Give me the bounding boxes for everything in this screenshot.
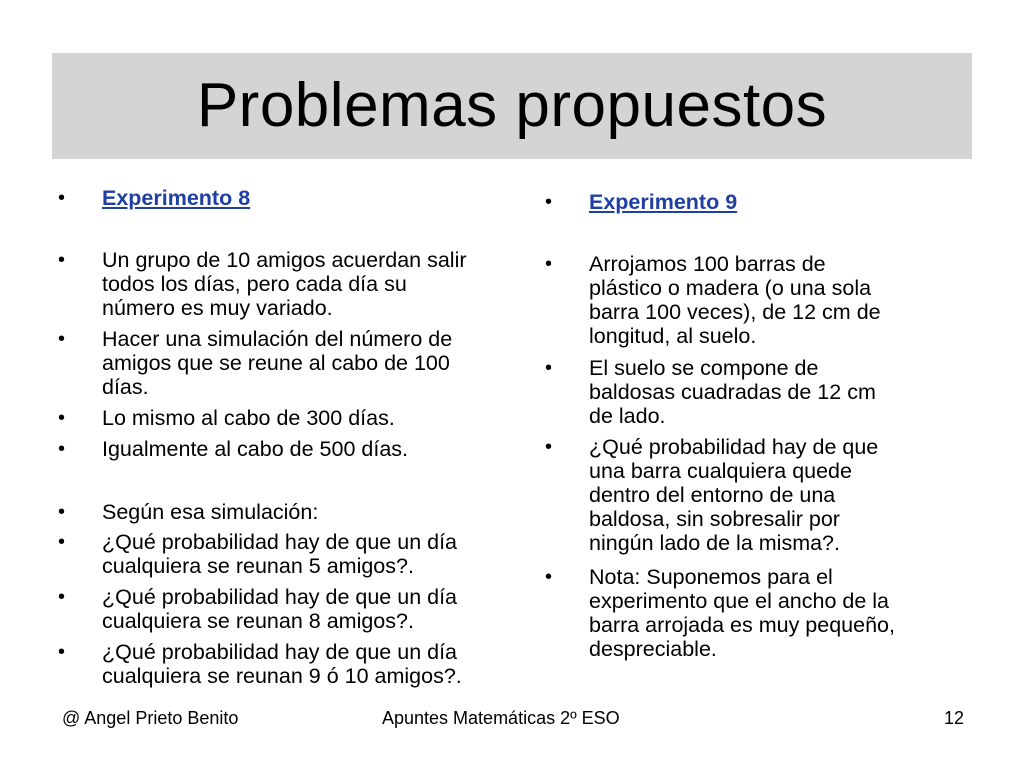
bullet-text: El suelo se compone de baldosas cuadradas de 12 cm de lado.: [589, 356, 876, 428]
footer-author: @ Angel Prieto Benito: [62, 708, 239, 728]
list-item-experiment-9-heading: [545, 190, 737, 214]
slide-title: Problemas propuestos: [196, 71, 828, 140]
bullet-icon: •: [58, 407, 66, 429]
bullet-text: ¿Qué probabilidad hay de que un día cualquiera se reunan 5 amigos?.: [102, 530, 458, 578]
bullet-icon: •: [545, 191, 553, 213]
footer-course: Apuntes Matemáticas 2º ESO: [382, 708, 620, 728]
list-item: [58, 327, 452, 399]
footer-page-number: 12: [944, 708, 965, 728]
list-item: [58, 585, 457, 633]
bullet-icon: •: [58, 187, 66, 209]
list-item: [58, 406, 395, 430]
title-bar: [52, 53, 972, 159]
bullet-text: ¿Qué probabilidad hay de que un día cualquiera se reunan 8 amigos?.: [102, 585, 458, 633]
bullet-text: ¿Qué probabilidad hay de que un día cualquiera se reunan 9 ó 10 amigos?.: [102, 640, 462, 688]
list-item: [58, 640, 462, 688]
bullet-icon: •: [58, 328, 66, 350]
bullet-icon: •: [545, 436, 553, 458]
bullet-icon: •: [58, 249, 66, 271]
bullet-text: Arrojamos 100 barras de plástico o madera (o una sola barra 100 veces), de 12 cm de longitud, al suelo.: [589, 252, 881, 348]
list-item: [545, 565, 895, 661]
bullet-text: Igualmente al cabo de 500 días.: [102, 437, 408, 461]
experiment-8-heading[interactable]: Experimento 8: [102, 186, 251, 210]
list-item: [58, 530, 457, 578]
bullet-text: Hacer una simulación del número de amigos que se reune al cabo de 100 días.: [102, 327, 453, 399]
list-item: [545, 356, 876, 428]
bullet-icon: •: [58, 438, 66, 460]
list-item: [545, 252, 881, 348]
bullet-icon: •: [58, 501, 66, 523]
bullet-icon: •: [58, 586, 66, 608]
bullet-text: Nota: Suponemos para el experimento que el ancho de la barra arrojada es muy pequeño, despreciable.: [589, 565, 895, 661]
bullet-text: Según esa simulación:: [102, 500, 319, 524]
bullet-icon: •: [545, 357, 553, 379]
list-item: [58, 248, 467, 320]
bullet-icon: •: [545, 566, 553, 588]
bullet-icon: •: [58, 641, 66, 663]
experiment-9-heading[interactable]: Experimento 9: [589, 190, 738, 214]
bullet-text: Lo mismo al cabo de 300 días.: [102, 406, 395, 430]
list-item: [58, 500, 318, 524]
bullet-text: Un grupo de 10 amigos acuerdan salir todos los días, pero cada día su número es muy variado.: [102, 248, 467, 320]
bullet-text: ¿Qué probabilidad hay de que una barra cualquiera quede dentro del entorno de una baldosa, sin sobresalir por ningún lado de la misma?.: [589, 435, 879, 555]
bullet-icon: •: [58, 531, 66, 553]
list-item: [545, 435, 878, 555]
list-item-experiment-8-heading: [58, 186, 250, 210]
bullet-icon: •: [545, 253, 553, 275]
list-item: [58, 437, 408, 461]
